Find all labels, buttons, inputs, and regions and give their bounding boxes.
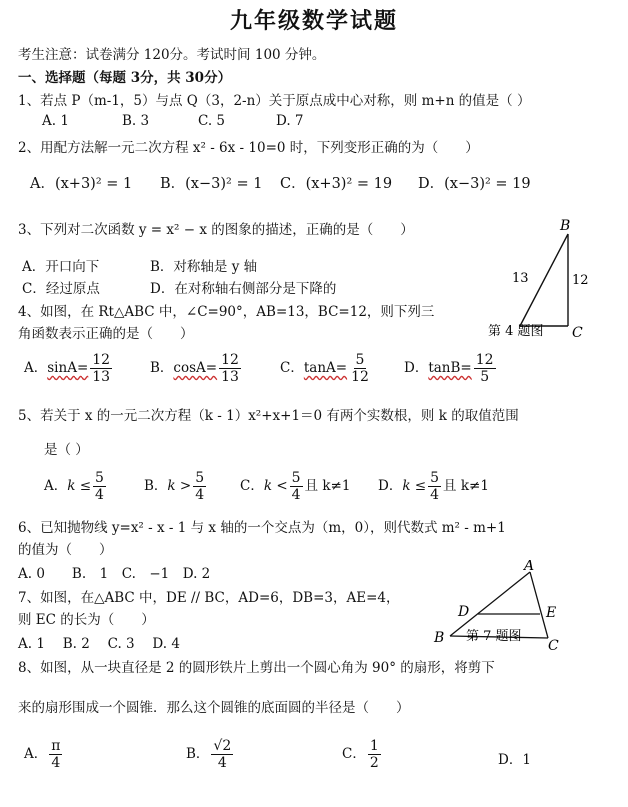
option-label: B． [144, 478, 168, 494]
section-heading: 一、选择题（每题 3分，共 30分） [18, 70, 232, 86]
numerator: 5 [291, 470, 301, 486]
numerator: 5 [195, 470, 205, 486]
option-function: tanA= [303, 360, 348, 376]
denominator: 4 [217, 755, 227, 771]
q5-option-c[interactable] [240, 470, 350, 503]
q7-vertex-b: B [434, 630, 445, 646]
question-4-stem: 4、如图，在 Rt△ABC 中，∠C=90°，AB=13，BC=12，则下列三 [18, 304, 435, 320]
q4-side-ab: 13 [512, 271, 529, 286]
option-label: C． [240, 478, 264, 494]
q4-option-b[interactable] [150, 352, 243, 385]
q8-option-b[interactable] [186, 738, 235, 771]
question-2-stem: 2、用配方法解一元二次方程 x² - 6x - 10=0 时，下列变形正确的为（ ） [18, 140, 479, 156]
question-8-stem: 8、如图，从一块直径是 2 的圆形铁片上剪出一个圆心角为 90° 的扇形，将剪下 [18, 660, 495, 676]
q1-option-d[interactable]: D. 7 [276, 113, 304, 129]
option-label: B． [186, 746, 210, 762]
option-condition: 且 k≠1 [443, 478, 489, 494]
numerator: 5 [95, 470, 104, 486]
numerator: 12 [92, 352, 111, 368]
option-relation: k ≤ [402, 478, 427, 494]
option-condition: 且 k≠1 [304, 478, 351, 494]
option-label: B． [150, 360, 174, 376]
numerator: 12 [221, 352, 239, 368]
q4-option-d[interactable] [404, 352, 498, 385]
question-7-stem: 7、如图，在△ABC 中，DE // BC，AD=6，DB=3，AE=4， [18, 590, 400, 606]
q6-options[interactable]: A. 0 B. 1 C. −1 D. 2 [18, 566, 211, 582]
q7-point-e: E [546, 605, 557, 621]
q7-triangle-figure [430, 560, 580, 650]
q1-option-b[interactable]: B. 3 [122, 113, 150, 129]
numerator: 5 [430, 470, 440, 486]
q8-option-a[interactable] [24, 738, 64, 771]
denominator: 12 [351, 369, 369, 385]
q3-option-b[interactable]: B．对称轴是 y 轴 [150, 259, 258, 275]
question-1-stem: 1、若点 P（m-1，5）与点 Q（3，2-n）关于原点成中心对称，则 m+n 的值是（ ） [18, 93, 531, 109]
q8-option-d[interactable] [498, 748, 531, 768]
option-value: 1 [522, 752, 531, 768]
q4-triangle-figure [480, 214, 600, 344]
denominator: 13 [92, 369, 111, 385]
q4-vertex-b: B [560, 218, 571, 234]
q1-option-c[interactable]: C. 5 [198, 113, 226, 129]
option-relation: k ≤ [67, 478, 92, 494]
question-5-stem: 5、若关于 x 的一元二次方程（k - 1）x²+x+1＝0 有两个实数根，则 k 的取值范围 [18, 408, 519, 424]
question-7-stem-cont: 则 EC 的长为（ ） [18, 612, 155, 628]
q2-option-c[interactable]: C．(x+3)² = 19 [280, 176, 393, 192]
option-label: D． [498, 752, 523, 768]
option-label: C． [280, 360, 304, 376]
exam-notice: 考生注意：试卷满分 120分。考试时间 100 分钟。 [18, 47, 326, 63]
q3-option-d[interactable]: D．在对称轴右侧部分是下降的 [150, 281, 337, 297]
q5-option-b[interactable] [144, 470, 208, 503]
q8-option-c[interactable] [342, 738, 383, 771]
q7-figure-caption: 第 7 题图 [466, 629, 522, 644]
question-4-stem-cont: 角函数表示正确的是（ ） [18, 326, 194, 342]
q2-option-d[interactable]: D．(x−3)² = 19 [418, 176, 531, 192]
denominator: 4 [291, 487, 301, 503]
q3-option-c[interactable]: C．经过原点 [22, 281, 100, 297]
option-function: tanB= [428, 360, 472, 376]
page-title: 九年级数学试题 [229, 8, 398, 34]
question-8-stem-cont: 来的扇形围成一个圆锥．那么这个圆锥的底面圆的半径是（ ） [18, 700, 410, 716]
numerator: π [51, 738, 61, 754]
option-label: A． [44, 478, 68, 494]
q5-option-a[interactable] [44, 470, 108, 503]
numerator: 12 [475, 352, 494, 368]
option-function: cosA= [173, 360, 218, 376]
denominator: 2 [369, 755, 379, 771]
question-3-stem: 3、下列对二次函数 y = x² − x 的图象的描述，正确的是（ ） [18, 222, 414, 238]
q3-option-a[interactable]: A．开口向下 [22, 259, 100, 275]
option-relation: k < [263, 478, 288, 494]
q4-side-bc: 12 [572, 273, 589, 288]
option-relation: k > [167, 478, 192, 494]
q1-option-a[interactable]: A. 1 [42, 113, 69, 129]
q4-vertex-c: C [572, 325, 583, 341]
option-label: D． [378, 478, 403, 494]
option-label: C． [342, 746, 366, 762]
option-label: A． [24, 360, 48, 376]
q2-option-b[interactable]: B．(x−3)² = 1 [160, 176, 263, 192]
numerator: 5 [355, 352, 365, 368]
q2-option-a[interactable]: A．(x+3)² = 1 [30, 176, 133, 192]
question-6-stem-cont: 的值为（ ） [18, 542, 113, 558]
denominator: 4 [195, 487, 205, 503]
numerator: 1 [369, 738, 379, 754]
question-6-stem: 6、已知抛物线 y=x² - x - 1 与 x 轴的一个交点为（m，0），则代数式 m² - m+1 [18, 520, 506, 536]
denominator: 4 [95, 487, 104, 503]
q4-option-a[interactable] [24, 352, 114, 385]
numerator: √2 [213, 738, 232, 754]
q4-figure-caption: 第 4 题图 [488, 324, 544, 339]
q5-option-d[interactable] [378, 470, 489, 503]
denominator: 4 [51, 755, 61, 771]
denominator: 5 [480, 369, 490, 385]
option-label: A． [24, 746, 48, 762]
q7-vertex-c: C [548, 638, 559, 650]
option-label: D． [404, 360, 429, 376]
q7-point-d: D [458, 604, 470, 620]
denominator: 13 [221, 369, 239, 385]
option-function: sinA= [47, 360, 89, 376]
denominator: 4 [430, 487, 440, 503]
q7-options[interactable]: A. 1 B. 2 C. 3 D. 4 [18, 636, 180, 652]
question-5-stem-cont: 是（ ） [44, 442, 89, 458]
q4-option-c[interactable] [280, 352, 373, 385]
q7-vertex-a: A [524, 560, 535, 574]
